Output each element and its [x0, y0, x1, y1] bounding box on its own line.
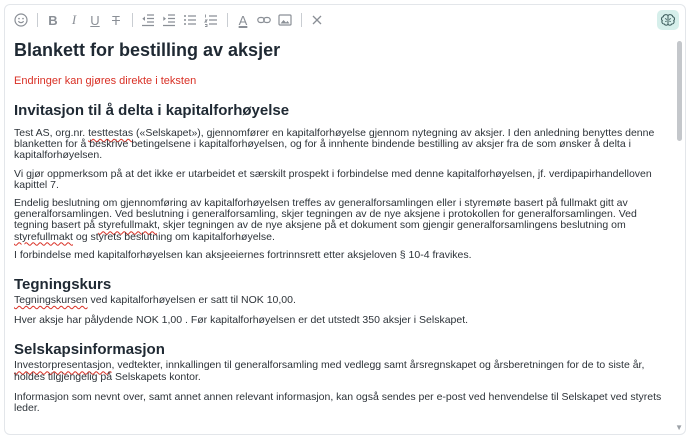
toolbar-divider	[227, 13, 228, 27]
paragraph-invitation-3	[14, 198, 666, 243]
clear-format-icon[interactable]	[307, 10, 327, 30]
italic-icon[interactable]: I	[71, 12, 77, 27]
document-title: Blankett for bestilling av aksjer	[14, 40, 281, 60]
image-icon[interactable]	[275, 10, 295, 30]
paragraph-invitation-4: I forbindelse med kapitalforhøyelsen kan aksjeeiernes fortrinnsrett etter aksjeloven § 10-4 fravikes.	[14, 248, 472, 261]
scrollbar-thumb[interactable]	[677, 41, 682, 141]
paragraph-subscription-2: Hver aksje har pålydende NOK 1,00 . Før kapitalforhøyelsen er det utstedt 350 aksjer i Selskapet.	[14, 314, 469, 327]
text-segment: ved kapitalforhøyelsen er satt til NOK 10,00.	[87, 294, 296, 307]
indent-icon[interactable]	[159, 10, 179, 30]
text-segment: Test AS, org.nr.	[14, 127, 89, 139]
spellcheck-word: styrefullmakt	[98, 219, 157, 232]
paragraph-company-2: Informasjon som nevnt over, samt annet annen relevant informasjon, kan også sendes per e-post ved henvendelse til Selskapet ved styrets leder.	[14, 390, 662, 415]
spellcheck-word: Tegningskursen	[14, 294, 88, 307]
emoji-icon[interactable]	[11, 10, 31, 30]
numbered-list-icon[interactable]	[201, 10, 221, 30]
text-segment: Endelig beslutning om gjennomføring av kapitalforhøyelsen treffes av generalforsamlingen eller i styremøte basert på fullmakt gitt av generalforsamlingen. Ved beslutning i generalforsamling, skjer tegningen av de nye aksjene i protokollen for generalforsamlingen. Ved tegning basert på	[14, 197, 637, 232]
section-heading-invitation: Invitasjon til å delta i kapitalforhøyelse	[14, 102, 290, 119]
toolbar-divider	[132, 13, 133, 27]
text-segment: , skjer tegningen av de nye aksjene på et dokument som gjengir generalforsamlingens beslutning om	[157, 219, 626, 232]
section-heading-company: Selskapsinformasjon	[14, 341, 165, 359]
link-icon[interactable]	[254, 10, 274, 30]
paragraph-invitation-2: Vi gjør oppmerksom på at det ikke er utarbeidet et særskilt prospekt i forbindelse med denne kapitalforhøyelsen, jf. verdipapirhandelloven kapittel 7.	[14, 167, 652, 191]
strikethrough-icon[interactable]: T	[112, 12, 120, 28]
paragraph-company-1	[14, 360, 666, 382]
editor-toolbar	[5, 5, 685, 35]
toolbar-divider	[301, 13, 302, 27]
bold-icon[interactable]: B	[48, 12, 58, 28]
spellcheck-word: Investorpresentasjon	[14, 359, 112, 372]
paragraph-invitation-1	[14, 128, 666, 162]
paragraph-subscription-1	[14, 295, 666, 306]
edit-notice: Endringer kan gjøres direkte i teksten	[14, 75, 197, 87]
text-segment: og styrets beslutning om kapitalforhøyelse.	[72, 230, 275, 243]
underline-icon[interactable]: U	[90, 12, 100, 28]
text-segment: («Selskapet»), gjennomfører en kapitalforhøyelse gjennom nytegning av aksjer. I den anledning benyttes denne blanketten for å beskrive betingelsene i kapitalforhøyelsen, og for å innhente bindende bestilling av aksjer fra de som ønsker å delta i kapitalforhøyelsen.	[14, 127, 655, 162]
document-body[interactable]	[14, 35, 666, 434]
text-color-icon[interactable]: A	[238, 12, 248, 28]
spellcheck-word: styrefullmakt	[14, 230, 73, 243]
text-segment: , vedtekter, innkallingen til generalforsamling med vedlegg samt årsregnskapet og årsberetningen for de to siste år, holdes tilgjengelig på Selskapets kontor.	[14, 359, 645, 383]
toolbar-divider	[37, 13, 38, 27]
outdent-icon[interactable]	[138, 10, 158, 30]
spellcheck-word: testtestas	[88, 127, 134, 139]
brain-icon[interactable]	[657, 10, 679, 30]
scroll-down-icon[interactable]: ▼	[675, 423, 683, 432]
editor-frame	[4, 4, 686, 435]
bullet-list-icon[interactable]	[180, 10, 200, 30]
section-heading-subscription: Tegningskurs	[14, 276, 112, 294]
